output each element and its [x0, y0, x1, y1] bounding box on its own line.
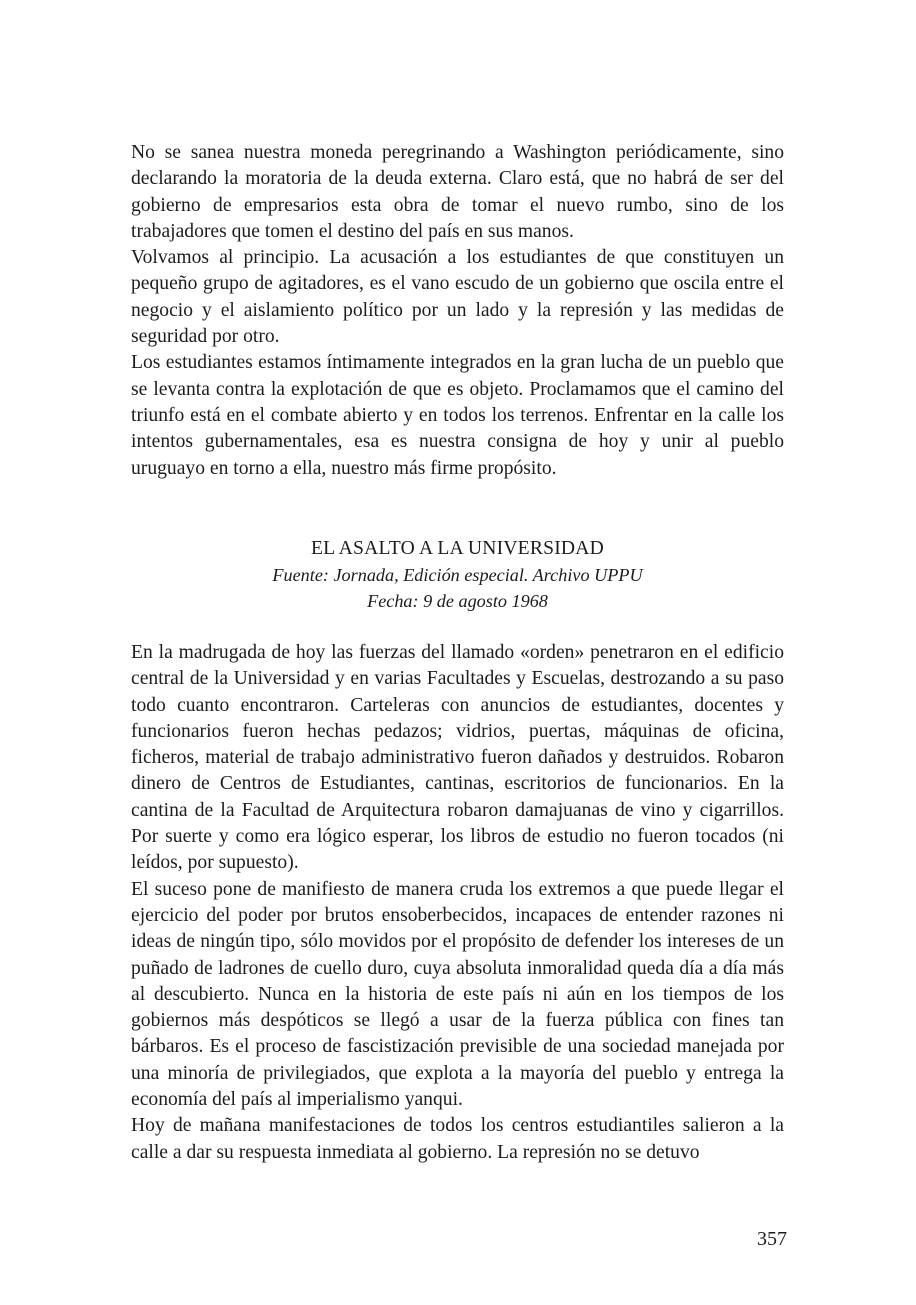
paragraph: No se sanea nuestra moneda peregrinando a Washington periódicamente, sino declarando la moratoria de la deuda externa. Claro está, que no habrá de ser del gobierno de empresarios esta obra de tomar el nuevo rumbo, sino de los trabajadores que tomen el destino del país en sus manos.	[131, 142, 784, 242]
paragraph: Los estudiantes estamos íntimamente integrados en la gran lucha de un pueblo que se levanta contra la explotación de que es objeto. Proclamamos que el camino del triunfo está en el combate abierto y en todos los terrenos. Enfrentar en la calle los intentos gubernamentales, esa es nuestra consigna de hoy y unir al pueblo uruguayo en torno a ella, nuestro más firme propósito.	[131, 352, 784, 479]
paragraph: En la madrugada de hoy las fuerzas del llamado «orden» penetraron en el edificio central de la Universidad y en varias Facultades y Escuelas, destrozando a su paso todo cuanto encontraron. Carteleras con anuncios de estudiantes, docentes y funcionarios fueron hechas pedazos; vidrios, puertas, máquinas de oficina, ficheros, material de trabajo administrativo fueron dañados y destruidos. Robaron dinero de Centros de Estudiantes, cantinas, escritorios de funcionarios. En la cantina de la Facultad de Arquitectura robaron damajuanas de vino y cigarrillos. Por suerte y como era lógico esperar, los libros de estudio no fueron tocados (ni leídos, por supuesto).	[131, 642, 784, 874]
paragraph: Hoy de mañana manifestaciones de todos los centros estudiantiles salieron a la calle a dar su respuesta inmediata al gobierno. La represión no se detuvo	[131, 1115, 784, 1163]
paragraph: Volvamos al principio. La acusación a los estudiantes de que constituyen un pequeño grupo de agitadores, es el vano escudo de un gobierno que oscila entre el negocio y el aislamiento político por un lado y la represión y las medidas de seguridad por otro.	[131, 247, 784, 348]
page-number: 357	[757, 1228, 787, 1250]
text-section-2	[131, 640, 784, 1166]
article-heading	[131, 536, 784, 614]
article-title: EL ASALTO A LA UNIVERSIDAD	[311, 538, 604, 559]
paragraph: El suceso pone de manifiesto de manera cruda los extremos a que puede llegar el ejercicio del poder por brutos ensoberbecidos, incapaces de entender razones ni ideas de ningún tipo, sólo movidos por el propósito de defender los intereses de un puñado de ladrones de cuello duro, cuya absoluta inmoralidad queda día a día más al descubierto. Nunca en la historia de este país ni aún en los tiempos de los gobiernos más despóticos se llegó a usar de la fuerza pública con fines tan bárbaros. Es el proceso de fascistización previsible de una sociedad manejada por una minoría de privilegiados, que explota a la mayoría del pueblo y entrega la economía del país al imperialismo yanqui.	[131, 878, 784, 1111]
text-section-1	[131, 140, 784, 482]
article-date: Fecha: 9 de agosto 1968	[367, 591, 548, 611]
article-source: Fuente: Jornada, Edición especial. Archivo UPPU	[272, 565, 643, 585]
